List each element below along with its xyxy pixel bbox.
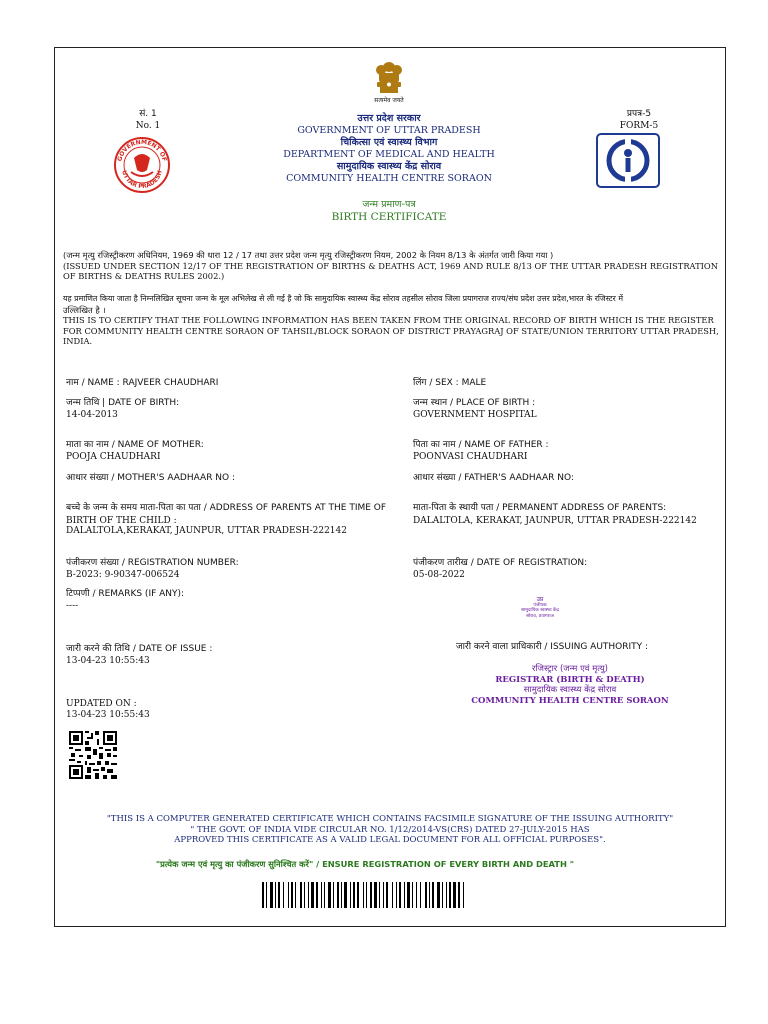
govt-circular-note-line2: APPROVED THIS CERTIFICATE AS A VALID LEGAL DOCUMENT FOR ALL OFFICIAL PURPOSES".: [174, 835, 606, 845]
national-emblem-icon: [372, 60, 406, 96]
certificate-title-hi: जन्म प्रमाण-पत्र: [362, 199, 416, 210]
registrar-centre-en: COMMUNITY HEALTH CENTRE SORAON: [471, 695, 669, 706]
place-of-birth-label: जन्म स्थान / PLACE OF BIRTH :: [413, 398, 536, 408]
issued-under-en-line1: (ISSUED UNDER SECTION 12/17 OF THE REGISTRATION OF BIRTHS & DEATHS ACT, 1969 AND RULE 8/13 OF THE UTTAR PRADESH REGISTRATION: [63, 260, 718, 271]
centre-title-hi: सामुदायिक स्वास्थ्य केंद्र सोराव: [336, 161, 442, 172]
barcode-bar: [308, 882, 309, 908]
barcode-bar: [262, 882, 264, 908]
barcode-bar: [458, 882, 460, 908]
barcode-bar: [370, 882, 372, 908]
barcode-bar: [275, 882, 276, 908]
issued-under-en-line2: OF BIRTHS & DEATHS RULES 2002.): [63, 271, 225, 281]
barcode-bar: [357, 882, 359, 908]
barcode-bar: [363, 882, 364, 908]
centre-title-en: COMMUNITY HEALTH CENTRE SORAON: [286, 173, 492, 184]
barcode-bar: [420, 882, 421, 908]
govt-circular-note-line1: " THE GOVT. OF INDIA VIDE CIRCULAR NO. 1/12/2014-VS(CRS) DATED 27-JULY-2015 HAS: [190, 824, 590, 835]
barcode-bar: [295, 882, 296, 908]
date-of-birth-value: 14-04-2013: [66, 410, 118, 420]
registrar-title-hi: रजिस्ट्रार (जन्म एवं मृत्यु): [532, 664, 608, 674]
registration-number-value: B-2023: 9-90347-006524: [66, 570, 180, 580]
form-number-en: FORM-5: [619, 121, 659, 131]
address-at-birth-value: DALALTOLA,KERAKAT, JAUNPUR, UTTAR PRADESH-222142: [66, 526, 347, 536]
barcode-bar: [311, 882, 314, 908]
computer-generated-note: "THIS IS A COMPUTER GENERATED CERTIFICATE WHICH CONTAINS FACSIMILE SIGNATURE OF THE ISSUING AUTHORITY": [106, 814, 674, 824]
issuing-authority-label: जारी करने वाला प्राधिकारी / ISSUING AUTHORITY :: [456, 642, 649, 652]
updated-on-label: UPDATED ON :: [66, 699, 137, 709]
mother-aadhaar-label: आधार संख्या / MOTHER'S AADHAAR NO :: [66, 473, 236, 483]
permanent-address-value: DALALTOLA, KERAKAT, JAUNPUR, UTTAR PRADESH-222142: [413, 516, 697, 526]
uttar-pradesh-seal-icon: [113, 136, 171, 194]
address-at-birth-label-line1: बच्चे के जन्म के समय माता-पिता का पता / ADDRESS OF PARENTS AT THE TIME OF: [66, 503, 387, 513]
registration-date-value: 05-08-2022: [413, 570, 465, 580]
barcode-bar: [416, 882, 417, 908]
registrar-stamp: उप्र पंजीयक सामुदायिक स्वास्थ्य केंद्र सोराव, प्रयागराज: [521, 596, 559, 619]
barcode-bar: [404, 882, 405, 908]
barcode-icon: [262, 882, 516, 908]
seal-text-bottom: UTTAR PRADESH: [120, 169, 164, 191]
registrar-centre-hi: सामुदायिक स्वास्थ्य केंद्र सोराव: [523, 685, 617, 695]
barcode-bar: [353, 882, 355, 908]
barcode-bar: [374, 882, 377, 908]
father-name-label: पिता का नाम / NAME OF FATHER :: [413, 440, 549, 450]
date-of-issue-value: 13-04-23 10:55:43: [66, 656, 150, 666]
barcode-bar: [291, 882, 293, 908]
registration-slogan: "प्रत्येक जन्म एवं मृत्यु का पंजीकरण सुनिश्चित करें" / ENSURE REGISTRATION OF EVERY BIRTH AND DEATH ": [155, 859, 575, 869]
barcode-bar: [344, 882, 347, 908]
issued-under-hi: (जन्म मृत्यु रजिस्ट्रीकरण अधिनियम, 1969 की धारा 12 / 17 तथा उत्तर प्रदेश जन्म मृत्यु रजिस्ट्रीकरण नियम, 2002 के नियम 8/13 के अंतर्गत जारी किया गया ): [63, 250, 554, 260]
form-number-hi: प्रपत्र-5: [626, 109, 652, 119]
registration-number-label: पंजीकरण संख्या / REGISTRATION NUMBER:: [66, 558, 239, 568]
barcode-bar: [392, 882, 393, 908]
barcode-bar: [337, 882, 339, 908]
qr-code-icon: [69, 731, 117, 779]
date-of-birth-label: जन्म तिथि | DATE OF BIRTH:: [66, 398, 180, 408]
registration-date-label: पंजीकरण तारीख / DATE OF REGISTRATION:: [413, 558, 588, 568]
barcode-bar: [386, 882, 388, 908]
barcode-bar: [333, 882, 334, 908]
certify-en-line1: THIS IS TO CERTIFY THAT THE FOLLOWING INFORMATION HAS BEEN TAKEN FROM THE ORIGINAL RECORD OF BIRTH WHICH IS THE REGISTER: [63, 315, 714, 325]
barcode-bar: [453, 882, 456, 908]
permanent-address-label: माता-पिता के स्थायी पता / PERMANENT ADDRESS OF PARENTS:: [413, 503, 667, 513]
department-title-hi: चिकित्सा एवं स्वास्थ्य विभाग: [340, 137, 438, 148]
barcode-bar: [350, 882, 351, 908]
barcode-bar: [429, 882, 430, 908]
updated-on-value: 13-04-23 10:55:43: [66, 710, 150, 720]
barcode-bar: [300, 882, 302, 908]
barcode-bar: [316, 882, 318, 908]
place-of-birth-value: GOVERNMENT HOSPITAL: [413, 410, 537, 420]
certify-hi-line1: यह प्रमाणित किया जाता है निम्नलिखित सूचना जन्म के मूल अभिलेख से ली गई है जो कि सामुदायिक स्वास्थ्य केंद्र सोराव तहसील सोराव जिला प्रयागराज राज्य/संघ प्रदेश उत्तर प्रदेश,भारत के रजिस्टर में: [63, 294, 623, 303]
date-of-issue-label: जारी करने की तिथि / DATE OF ISSUE :: [66, 644, 213, 654]
barcode-bar: [383, 882, 384, 908]
barcode-bar: [446, 882, 447, 908]
government-title-en: GOVERNMENT OF UTTAR PRADESH: [297, 125, 481, 136]
emblem-motto: सत्यमेव जयते: [374, 97, 404, 104]
barcode-bar: [304, 882, 305, 908]
address-at-birth-label-line2: BIRTH OF THE CHILD :: [66, 516, 177, 526]
barcode-bar: [321, 882, 322, 908]
barcode-bar: [442, 882, 443, 908]
registrar-title-en: REGISTRAR (BIRTH & DEATH): [495, 674, 645, 685]
barcode-bar: [328, 882, 331, 908]
department-title-en: DEPARTMENT OF MEDICAL AND HEALTH: [283, 149, 495, 160]
barcode-bar: [399, 882, 401, 908]
barcode-bar: [396, 882, 397, 908]
barcode-bar: [288, 882, 289, 908]
certify-hi-line2: उल्लिखित है ।: [63, 304, 106, 315]
serial-number-en: No. 1: [135, 121, 161, 131]
seal-text-top: GOVERNMENT OF: [116, 138, 168, 163]
barcode-bar: [379, 882, 380, 908]
barcode-bar: [407, 882, 410, 908]
barcode-bar: [463, 882, 464, 908]
barcode-bar: [283, 882, 284, 908]
child-sex: लिंग / SEX : MALE: [413, 378, 487, 388]
barcode-bar: [449, 882, 451, 908]
remarks-label: टिप्पणी / REMARKS (IF ANY):: [66, 589, 185, 599]
barcode-bar: [425, 882, 427, 908]
certificate-title-en: BIRTH CERTIFICATE: [331, 211, 447, 223]
barcode-bar: [270, 882, 273, 908]
father-name-value: POONVASI CHAUDHARI: [413, 452, 528, 462]
barcode-bar: [341, 882, 342, 908]
serial-number-hi: सं. 1: [139, 109, 157, 119]
mother-name-value: POOJA CHAUDHARI: [66, 452, 161, 462]
barcode-bar: [432, 882, 434, 908]
remarks-value: ----: [66, 601, 79, 611]
father-aadhaar-label: आधार संख्या / FATHER'S AADHAAR NO:: [413, 473, 574, 483]
barcode-bar: [278, 882, 280, 908]
child-name: नाम / NAME : RAJVEER CHAUDHARI: [66, 378, 219, 388]
barcode-bar: [324, 882, 325, 908]
barcode-bar: [412, 882, 413, 908]
government-title-hi: उत्तर प्रदेश सरकार: [357, 113, 421, 124]
certify-en-line2: FOR COMMUNITY HEALTH CENTRE SORAON OF TAHSIL/BLOCK SORAON OF DISTRICT PRAYAGRAJ OF STATE/UNION TERRITORY UTTAR PRADESH,: [63, 325, 719, 336]
barcode-bar: [266, 882, 267, 908]
mother-name-label: माता का नाम / NAME OF MOTHER:: [66, 440, 204, 450]
health-department-logo-icon: [596, 133, 660, 188]
barcode-bar: [366, 882, 367, 908]
certify-en-line3: INDIA.: [63, 336, 93, 346]
barcode-bar: [437, 882, 440, 908]
